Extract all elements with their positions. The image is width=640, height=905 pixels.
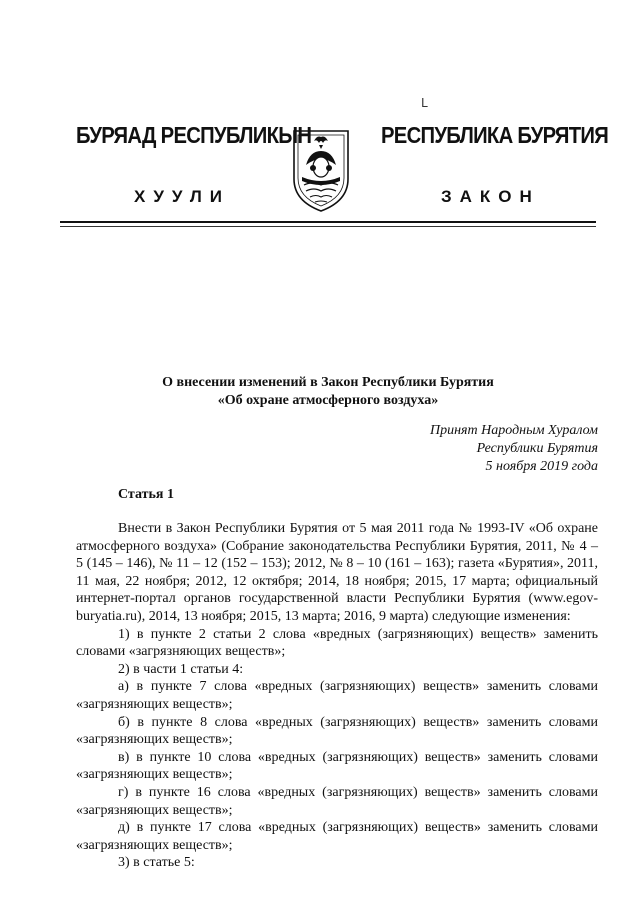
adoption-note bbox=[430, 422, 598, 476]
paragraph: б) в пункте 8 слова «вредных (загрязняющих) веществ» заменить словами «загрязняющих веществ»; bbox=[76, 714, 598, 748]
adoption-note-line: Принят Народным Хуралом bbox=[429, 423, 598, 438]
header-left-title: БУРЯАД РЕСПУБЛИКЫН bbox=[76, 122, 312, 148]
adoption-note-line: Республики Бурятия bbox=[476, 441, 598, 456]
paragraph: 1) в пункте 2 статьи 2 слова «вредных (загрязняющих) веществ» заменить словами «загрязняющих веществ»; bbox=[76, 626, 598, 660]
document-title-line: О внесении изменений в Закон Республики Бурятия bbox=[162, 375, 494, 390]
corner-mark: L bbox=[421, 96, 428, 110]
paragraph: г) в пункте 16 слова «вредных (загрязняющих) веществ» заменить словами «загрязняющих веществ»; bbox=[76, 784, 598, 818]
paragraph: д) в пункте 17 слова «вредных (загрязняющих) веществ» заменить словами «загрязняющих веществ»; bbox=[76, 820, 598, 853]
paragraph: 3) в статье 5: bbox=[118, 855, 195, 871]
article-heading: Статья 1 bbox=[118, 487, 174, 502]
paragraph: Внести в Закон Республики Бурятия от 5 мая 2011 года № 1993-IV «Об охране атмосферного воздуха» (Собрание законодательства Республики Бурятия, 2011, № 4 – 5 (145 – 146), № 11 – 12 (152 – 153); 2012, № 8 – 10 (161 – 163); газета «Бурятия», 2011, 11 мая, 22 ноября; 2012, 12 октября; 2014, 18 ноября; 2015, 17 марта; официальный интернет-портал органов государственной власти Республики Бурятия (www.egov-buryatia.ru), 2014, 13 ноября; 2015, 13 марта; 2016, 9 марта) следующие изменения: bbox=[76, 521, 598, 624]
header-divider-thin bbox=[60, 226, 596, 227]
header-right-subtitle: ЗАКОН bbox=[441, 187, 540, 206]
adoption-date: 5 ноября 2019 года bbox=[485, 459, 598, 474]
document-title-line: «Об охране атмосферного воздуха» bbox=[217, 393, 439, 408]
paragraph: в) в пункте 10 слова «вредных (загрязняющих) веществ» заменить словами «загрязняющих веществ»; bbox=[76, 749, 598, 783]
paragraph: а) в пункте 7 слова «вредных (загрязняющих) веществ» заменить словами «загрязняющих веществ»; bbox=[76, 679, 598, 712]
coat-of-arms-icon bbox=[288, 121, 354, 213]
header-divider bbox=[60, 221, 596, 223]
paragraph: 2) в части 1 статьи 4: bbox=[118, 661, 244, 677]
document-title bbox=[60, 374, 596, 410]
header-left-subtitle: ХУУЛИ bbox=[134, 187, 230, 206]
header-right-title: РЕСПУБЛИКА БУРЯТИЯ bbox=[381, 122, 609, 148]
document-body bbox=[76, 520, 598, 872]
